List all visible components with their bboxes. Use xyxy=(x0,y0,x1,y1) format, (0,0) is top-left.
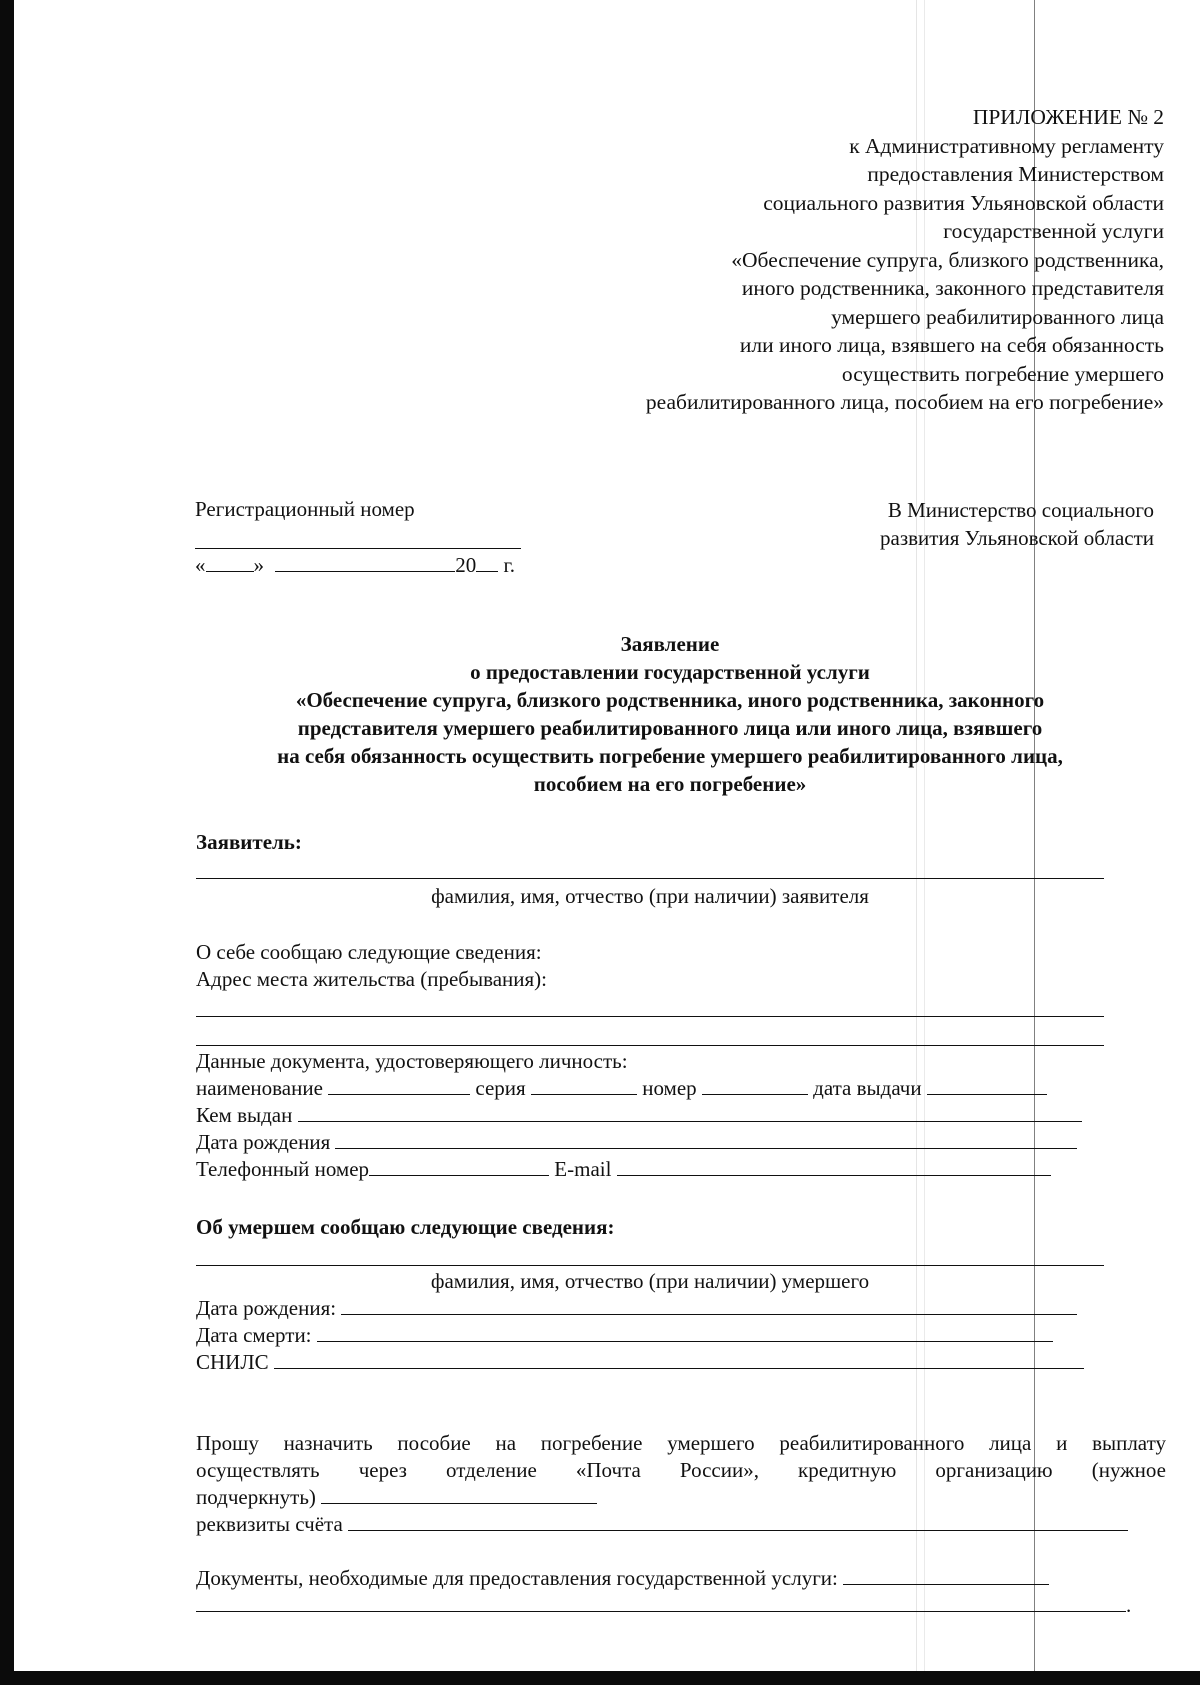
appendix-line: или иного лица, взявшего на себя обязанность xyxy=(739,333,1164,357)
deceased-heading: Об умершем сообщаю следующие сведения: xyxy=(196,1215,615,1239)
applicant-heading: Заявитель: xyxy=(196,830,302,854)
request-underline-row: подчеркнуть) xyxy=(196,1484,1166,1511)
email-field[interactable] xyxy=(617,1157,1051,1176)
title-line: представителя умершего реабилитированного лица или иного лица, взявшего xyxy=(297,716,1043,740)
appendix-title: ПРИЛОЖЕНИЕ № 2 xyxy=(972,105,1164,129)
title-line: пособием на его погребение» xyxy=(533,772,807,796)
applicant-birth-date-field[interactable] xyxy=(335,1130,1077,1149)
request-paragraph xyxy=(196,1430,1166,1538)
issued-by-row: Кем выдан xyxy=(196,1103,1082,1128)
snils-row: СНИЛС xyxy=(196,1350,1084,1375)
application-title xyxy=(195,630,1145,798)
deceased-name-field[interactable] xyxy=(196,1265,1104,1266)
title-line: о предоставлении государственной услуги xyxy=(470,660,870,684)
appendix-line: «Обеспечение супруга, близкого родственника, xyxy=(731,247,1164,272)
scan-left-edge xyxy=(0,0,14,1697)
contacts-row: Телефонный номер E-mail xyxy=(196,1157,1051,1182)
deceased-birth-row: Дата рождения: xyxy=(196,1296,1077,1321)
payment-method-field[interactable] xyxy=(321,1485,597,1504)
documents-row-2: . xyxy=(196,1593,1131,1618)
doc-issue-date-field[interactable] xyxy=(927,1076,1047,1095)
applicant-name-field[interactable] xyxy=(196,878,1104,879)
address-field-2[interactable] xyxy=(196,1045,1104,1046)
doc-name-field[interactable] xyxy=(328,1076,470,1095)
appendix-line: иного родственника, законного представителя xyxy=(741,276,1164,300)
address-label: Адрес места жительства (пребывания): xyxy=(196,967,548,991)
documents-field-1[interactable] xyxy=(843,1566,1049,1585)
title-line: «Обеспечение супруга, близкого родственника, иного родственника, законного xyxy=(295,688,1045,712)
title-line: на себя обязанность осуществить погребение умершего реабилитированного лица, xyxy=(277,744,1063,768)
account-row: реквизиты счёта xyxy=(196,1511,1166,1538)
birth-date-row: Дата рождения xyxy=(196,1130,1077,1155)
request-line: осуществлять через отделение «Почта России», кредитную организацию (нужное xyxy=(196,1458,1166,1482)
address-field-1[interactable] xyxy=(196,1016,1104,1017)
id-doc-row: наименование серия номер дата выдачи xyxy=(196,1076,1047,1101)
addressee-line: В Министерство социального xyxy=(887,498,1154,522)
appendix-line: предоставления Министерством xyxy=(867,162,1164,186)
applicant-name-caption: фамилия, имя, отчество (при наличии) заявителя xyxy=(431,884,869,908)
issued-by-field[interactable] xyxy=(298,1103,1082,1122)
addressee-line: развития Ульяновской области xyxy=(880,526,1154,550)
id-doc-label: Данные документа, удостоверяющего личность: xyxy=(196,1049,628,1073)
scan-bottom-edge xyxy=(0,1671,1200,1685)
deceased-birth-date-field[interactable] xyxy=(341,1296,1077,1315)
date-day-field[interactable] xyxy=(206,553,254,572)
date-month-field[interactable] xyxy=(275,553,455,572)
appendix-line: государственной услуги xyxy=(943,219,1164,243)
appendix-line: к Административному регламенту xyxy=(849,133,1164,158)
account-details-field[interactable] xyxy=(348,1512,1128,1531)
deceased-death-date-field[interactable] xyxy=(317,1323,1053,1342)
deceased-death-row: Дата смерти: xyxy=(196,1323,1053,1348)
doc-series-field[interactable] xyxy=(531,1076,637,1095)
phone-field[interactable] xyxy=(369,1157,549,1176)
date-year-field[interactable] xyxy=(476,553,498,572)
registration-date: « » 20 г. xyxy=(195,553,515,577)
appendix-line: социального развития Ульяновской области xyxy=(763,190,1164,215)
about-label: О себе сообщаю следующие сведения: xyxy=(196,940,542,964)
appendix-header xyxy=(646,103,1164,417)
appendix-line: реабилитированного лица, пособием на его погребение» xyxy=(645,390,1164,414)
registration-number-field[interactable] xyxy=(195,548,521,549)
documents-row: Документы, необходимые для предоставления государственной услуги: xyxy=(196,1566,1049,1591)
doc-number-field[interactable] xyxy=(702,1076,808,1095)
snils-field[interactable] xyxy=(274,1350,1084,1369)
registration-label: Регистрационный номер xyxy=(195,497,415,521)
appendix-line: умершего реабилитированного лица xyxy=(831,304,1164,329)
documents-field-2[interactable] xyxy=(196,1593,1126,1612)
request-line: Прошу назначить пособие на погребение умершего реабилитированного лица и выплату xyxy=(196,1431,1166,1455)
title-line: Заявление xyxy=(620,632,720,656)
addressee xyxy=(880,496,1154,552)
appendix-line: осуществить погребение умершего xyxy=(841,361,1164,386)
deceased-name-caption: фамилия, имя, отчество (при наличии) умершего xyxy=(430,1269,870,1293)
